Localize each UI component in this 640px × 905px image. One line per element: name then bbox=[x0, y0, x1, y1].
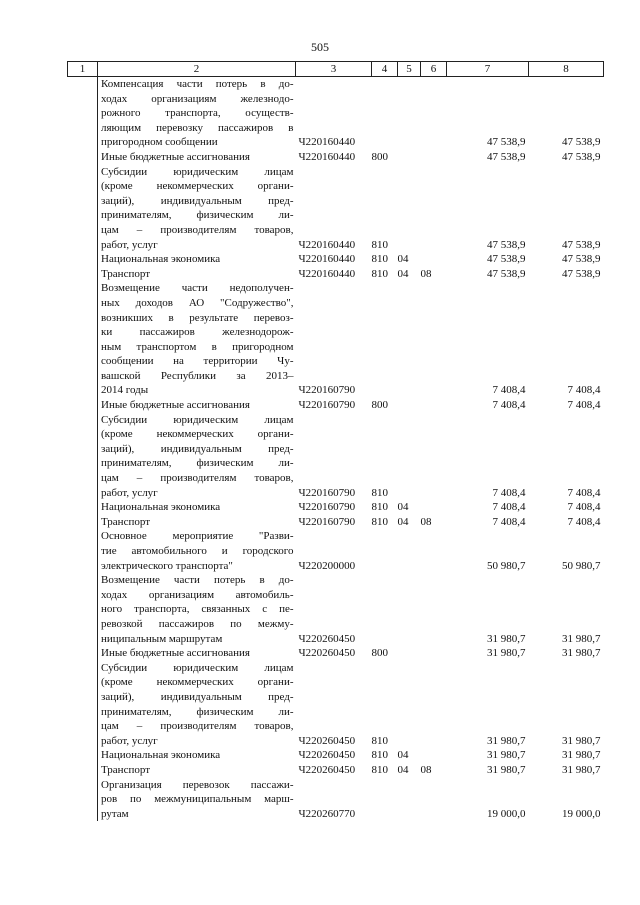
row-name-line: принимателям, физическим ли- bbox=[101, 457, 294, 470]
row-value8-cell: 31 980,7 bbox=[562, 763, 601, 776]
row-name-line: Основное мероприятие "Разви- bbox=[101, 530, 294, 543]
row-index-cell bbox=[68, 748, 98, 763]
row-code-cell: Ч220160440 bbox=[298, 136, 356, 149]
row-name-line: цам – производителям товаров, bbox=[101, 472, 294, 485]
row-name-line: Иные бюджетные ассигнования bbox=[101, 647, 250, 660]
row-name-line: (кроме некоммерческих органи- bbox=[101, 428, 294, 441]
row-value8-cell: 31 980,7 bbox=[562, 734, 601, 747]
row-index-cell bbox=[68, 398, 98, 413]
row-index-cell bbox=[68, 267, 98, 282]
row-name-line: Субсидии юридическим лицам bbox=[101, 661, 294, 674]
row-name-line: ным транспортом в пригородном bbox=[101, 340, 294, 353]
row-index-cell bbox=[68, 252, 98, 267]
row-code-cell: Ч220160440 bbox=[298, 238, 356, 251]
row-index-cell bbox=[68, 281, 98, 398]
row-name-line: ходах организациям автомобиль- bbox=[101, 588, 294, 601]
row-code-cell: Ч220260450 bbox=[298, 749, 356, 762]
row-index-cell bbox=[68, 529, 98, 573]
row-col6-cell bbox=[421, 646, 447, 661]
row-col5-cell: 04 bbox=[397, 515, 409, 528]
row-code-cell: Ч220160790 bbox=[298, 486, 356, 499]
row-value8-cell: 47 538,9 bbox=[562, 150, 601, 163]
row-name-line: сообщении на территории Чу- bbox=[101, 355, 294, 368]
row-col6-cell bbox=[421, 413, 447, 501]
row-col4-cell: 810 bbox=[371, 763, 388, 776]
row-value8-cell: 47 538,9 bbox=[562, 238, 601, 251]
row-name-line: рожного транспорта, осуществ- bbox=[101, 107, 294, 120]
row-name-line: Иные бюджетные ассигнования bbox=[101, 150, 250, 163]
row-col4-cell: 800 bbox=[371, 399, 388, 412]
row-name-line: Возмещение части недополучен- bbox=[101, 282, 294, 295]
row-col4-cell: 810 bbox=[371, 486, 388, 499]
row-col5-cell bbox=[398, 778, 421, 822]
row-code-cell: Ч220260450 bbox=[298, 647, 356, 660]
row-col4-cell: 810 bbox=[371, 253, 388, 266]
row-code-cell: Ч220160440 bbox=[298, 253, 356, 266]
row-index-cell bbox=[68, 515, 98, 530]
row-col5-cell: 04 bbox=[397, 763, 409, 776]
header-cell: 5 bbox=[398, 62, 421, 77]
row-index-cell bbox=[68, 661, 98, 749]
row-index-cell bbox=[68, 778, 98, 822]
row-name-line: ходах организациям железнодо- bbox=[101, 92, 294, 105]
table-row bbox=[68, 413, 604, 501]
row-col5-cell bbox=[398, 646, 421, 661]
row-col5-cell bbox=[398, 661, 421, 749]
row-name-cell bbox=[98, 500, 296, 515]
row-value8-cell: 47 538,9 bbox=[562, 253, 601, 266]
table-row bbox=[68, 398, 604, 413]
row-value7-cell: 7 408,4 bbox=[492, 399, 526, 412]
row-name-line: ляющим перевозку пассажиров в bbox=[101, 121, 294, 134]
row-value8-cell: 7 408,4 bbox=[567, 501, 601, 514]
row-col4-cell bbox=[372, 77, 398, 150]
header-cell: 6 bbox=[421, 62, 447, 77]
row-value7-cell: 47 538,9 bbox=[487, 136, 526, 149]
row-col5-cell bbox=[398, 281, 421, 398]
row-name-cell bbox=[98, 529, 296, 573]
row-code-cell: Ч220260770 bbox=[298, 807, 356, 820]
row-col5-cell: 04 bbox=[397, 501, 409, 514]
row-col4-cell bbox=[372, 778, 398, 822]
row-index-cell bbox=[68, 573, 98, 646]
row-name-cell bbox=[98, 281, 296, 398]
table-row bbox=[68, 77, 604, 150]
table-row bbox=[68, 529, 604, 573]
row-col6-cell bbox=[421, 77, 447, 150]
row-name-line: Компенсация части потерь в до- bbox=[101, 78, 294, 90]
row-col6-cell: 08 bbox=[420, 267, 432, 280]
row-code-cell: Ч220160790 bbox=[298, 515, 356, 528]
row-col5-cell: 04 bbox=[397, 253, 409, 266]
row-col6-cell bbox=[421, 778, 447, 822]
row-name-cell bbox=[98, 778, 296, 822]
table-row bbox=[68, 500, 604, 515]
row-col6-cell bbox=[421, 661, 447, 749]
row-value8-cell: 31 980,7 bbox=[562, 632, 601, 645]
table-row bbox=[68, 165, 604, 253]
row-col6-cell: 08 bbox=[420, 763, 432, 776]
row-value8-cell: 7 408,4 bbox=[567, 515, 601, 528]
row-value7-cell: 47 538,9 bbox=[487, 253, 526, 266]
row-name-line: принимателям, физическим ли- bbox=[101, 209, 294, 222]
row-name-cell bbox=[98, 267, 296, 282]
row-index-cell bbox=[68, 500, 98, 515]
row-name-line: Субсидии юридическим лицам bbox=[101, 165, 294, 178]
row-name-line: возникших в результате перевоз- bbox=[101, 311, 294, 324]
row-col4-cell: 810 bbox=[371, 734, 388, 747]
row-name-line: Субсидии юридическим лицам bbox=[101, 413, 294, 426]
row-value7-cell: 47 538,9 bbox=[487, 267, 526, 280]
row-col4-cell: 810 bbox=[371, 515, 388, 528]
row-name-cell bbox=[98, 661, 296, 749]
row-value7-cell: 7 408,4 bbox=[492, 515, 526, 528]
row-name-cell bbox=[98, 77, 296, 150]
row-name-cell bbox=[98, 573, 296, 646]
row-col6-cell bbox=[421, 500, 447, 515]
row-index-cell bbox=[68, 77, 98, 150]
row-col6-cell bbox=[421, 529, 447, 573]
table-row bbox=[68, 763, 604, 778]
row-name-cell bbox=[98, 763, 296, 778]
table-row bbox=[68, 748, 604, 763]
row-name-line: Транспорт bbox=[101, 515, 151, 528]
row-name-line: (кроме некоммерческих органи- bbox=[101, 180, 294, 193]
row-value7-cell: 7 408,4 bbox=[492, 486, 526, 499]
row-code-cell: Ч220160790 bbox=[298, 384, 356, 397]
row-code-cell: Ч220260450 bbox=[298, 632, 356, 645]
row-value7-cell: 31 980,7 bbox=[487, 763, 526, 776]
row-name-line: Национальная экономика bbox=[101, 749, 221, 762]
row-value8-cell: 7 408,4 bbox=[567, 384, 601, 397]
row-col6-cell bbox=[421, 398, 447, 413]
row-name-line: ревозкой пассажиров по межму- bbox=[101, 617, 294, 630]
row-code-cell: Ч220260450 bbox=[298, 734, 356, 747]
row-name-cell bbox=[98, 150, 296, 165]
row-col4-cell: 800 bbox=[371, 150, 388, 163]
row-name-line: принимателям, физическим ли- bbox=[101, 705, 294, 718]
header-cell: 7 bbox=[447, 62, 529, 77]
row-col4-cell: 810 bbox=[371, 501, 388, 514]
row-col5-cell bbox=[398, 413, 421, 501]
row-name-line: рутам bbox=[101, 807, 129, 820]
row-name-line: электрического транспорта" bbox=[101, 559, 233, 572]
row-name-line: (кроме некоммерческих органи- bbox=[101, 676, 294, 689]
row-code-cell: Ч220160790 bbox=[298, 399, 356, 412]
row-col6-cell bbox=[421, 150, 447, 165]
row-name-cell bbox=[98, 398, 296, 413]
row-name-line: работ, услуг bbox=[101, 238, 158, 251]
row-name-line: работ, услуг bbox=[101, 734, 158, 747]
row-value7-cell: 47 538,9 bbox=[487, 238, 526, 251]
table-row bbox=[68, 252, 604, 267]
row-name-line: Национальная экономика bbox=[101, 501, 221, 514]
header-cell: 1 bbox=[68, 62, 98, 77]
row-value7-cell: 47 538,9 bbox=[487, 150, 526, 163]
row-col5-cell bbox=[398, 77, 421, 150]
row-name-line: Национальная экономика bbox=[101, 253, 221, 266]
row-value7-cell: 31 980,7 bbox=[487, 734, 526, 747]
row-col5-cell bbox=[398, 150, 421, 165]
row-code-cell: Ч220160790 bbox=[298, 501, 356, 514]
row-name-line: ного транспорта, связанных с пе- bbox=[101, 603, 294, 616]
row-col6-cell bbox=[421, 165, 447, 253]
header-cell: 8 bbox=[529, 62, 604, 77]
row-code-cell: Ч220160440 bbox=[298, 150, 356, 163]
row-name-cell bbox=[98, 413, 296, 501]
row-code-cell: Ч220200000 bbox=[298, 559, 356, 572]
row-name-line: вашской Республики за 2013– bbox=[101, 369, 294, 382]
row-value7-cell: 31 980,7 bbox=[487, 749, 526, 762]
row-value8-cell: 31 980,7 bbox=[562, 749, 601, 762]
row-name-line: Иные бюджетные ассигнования bbox=[101, 399, 250, 412]
header-cell: 3 bbox=[296, 62, 372, 77]
row-value8-cell: 7 408,4 bbox=[567, 486, 601, 499]
row-code-cell: Ч220160440 bbox=[298, 267, 356, 280]
row-col5-cell bbox=[398, 165, 421, 253]
budget-table bbox=[67, 61, 604, 821]
row-value7-cell: 31 980,7 bbox=[487, 647, 526, 660]
row-name-line: Возмещение части потерь в до- bbox=[101, 574, 294, 587]
table-row bbox=[68, 778, 604, 822]
header-cell: 2 bbox=[98, 62, 296, 77]
row-col4-cell bbox=[372, 529, 398, 573]
row-value7-cell: 7 408,4 bbox=[492, 501, 526, 514]
row-index-cell bbox=[68, 763, 98, 778]
row-col4-cell: 810 bbox=[371, 749, 388, 762]
row-name-line: заций), индивидуальным пред- bbox=[101, 690, 294, 703]
row-col5-cell bbox=[398, 573, 421, 646]
row-value8-cell: 50 980,7 bbox=[562, 559, 601, 572]
row-col4-cell: 800 bbox=[371, 647, 388, 660]
row-name-line: цам – производителям товаров, bbox=[101, 223, 294, 236]
row-col5-cell: 04 bbox=[397, 749, 409, 762]
row-name-line: заций), индивидуальным пред- bbox=[101, 194, 294, 207]
row-col6-cell bbox=[421, 281, 447, 398]
row-name-line: 2014 годы bbox=[101, 384, 149, 397]
row-col6-cell bbox=[421, 748, 447, 763]
row-name-line: Транспорт bbox=[101, 267, 151, 280]
row-value7-cell: 7 408,4 bbox=[492, 384, 526, 397]
page-number: 505 bbox=[311, 40, 329, 54]
row-name-line: ки пассажиров железнодорож- bbox=[101, 326, 294, 339]
row-value7-cell: 19 000,0 bbox=[487, 807, 526, 820]
row-value7-cell: 50 980,7 bbox=[487, 559, 526, 572]
row-code-cell: Ч220260450 bbox=[298, 763, 356, 776]
row-name-line: заций), индивидуальным пред- bbox=[101, 442, 294, 455]
row-name-cell bbox=[98, 165, 296, 253]
table-row bbox=[68, 267, 604, 282]
row-col6-cell bbox=[421, 573, 447, 646]
row-name-cell bbox=[98, 515, 296, 530]
table-row bbox=[68, 646, 604, 661]
row-index-cell bbox=[68, 165, 98, 253]
row-name-line: цам – производителям товаров, bbox=[101, 720, 294, 733]
row-col5-cell: 04 bbox=[397, 267, 409, 280]
table-body bbox=[68, 77, 604, 822]
row-col6-cell bbox=[421, 252, 447, 267]
header-cell: 4 bbox=[372, 62, 398, 77]
row-name-cell bbox=[98, 646, 296, 661]
table-row bbox=[68, 515, 604, 530]
table-header-row bbox=[68, 62, 604, 77]
row-value8-cell: 47 538,9 bbox=[562, 136, 601, 149]
row-name-line: тие автомобильного и городского bbox=[101, 545, 294, 557]
row-col4-cell bbox=[372, 281, 398, 398]
row-name-cell bbox=[98, 748, 296, 763]
row-name-line: работ, услуг bbox=[101, 486, 158, 499]
row-col4-cell: 810 bbox=[371, 267, 388, 280]
table-row bbox=[68, 573, 604, 646]
row-col4-cell bbox=[372, 573, 398, 646]
row-name-line: ных доходов АО "Содружество", bbox=[101, 296, 294, 309]
row-index-cell bbox=[68, 646, 98, 661]
row-index-cell bbox=[68, 150, 98, 165]
row-col5-cell bbox=[398, 398, 421, 413]
row-value8-cell: 19 000,0 bbox=[562, 807, 601, 820]
row-value7-cell: 31 980,7 bbox=[487, 632, 526, 645]
row-name-line: ров по межмуниципальным марш- bbox=[101, 793, 294, 806]
row-name-line: Организация перевозок пассажи- bbox=[101, 778, 294, 791]
row-col4-cell: 810 bbox=[371, 238, 388, 251]
row-name-line: Транспорт bbox=[101, 763, 151, 776]
table-row bbox=[68, 661, 604, 749]
row-col5-cell bbox=[398, 529, 421, 573]
row-value8-cell: 47 538,9 bbox=[562, 267, 601, 280]
row-name-line: пригородном сообщении bbox=[101, 136, 218, 149]
row-index-cell bbox=[68, 413, 98, 501]
row-name-line: ниципальным маршрутам bbox=[101, 632, 223, 645]
row-value8-cell: 31 980,7 bbox=[562, 647, 601, 660]
row-col6-cell: 08 bbox=[420, 515, 432, 528]
row-name-cell bbox=[98, 252, 296, 267]
row-value8-cell: 7 408,4 bbox=[567, 399, 601, 412]
table-row bbox=[68, 281, 604, 398]
table-row bbox=[68, 150, 604, 165]
